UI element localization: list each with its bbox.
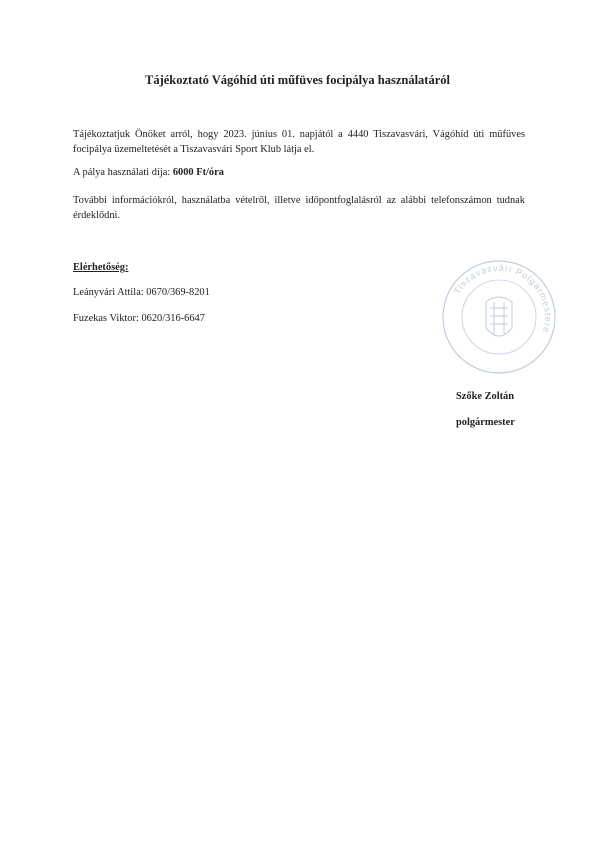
contact-heading: Elérhetőség:: [73, 262, 129, 273]
fee-label: A pálya használati díja:: [73, 167, 173, 178]
page-title: Tájékoztató Vágóhíd úti műfüves focipálya használatáról: [145, 73, 450, 87]
contact-line: Fuzekas Viktor: 0620/316-6647: [73, 313, 205, 324]
signatory-title: polgármester: [456, 417, 515, 428]
signatory-name: Szőke Zoltán: [456, 391, 515, 402]
contact-line: Leányvári Attila: 0670/369-8201: [73, 287, 210, 298]
stamp-icon: [438, 256, 560, 378]
fee-value: 6000 Ft/óra: [172, 167, 224, 178]
info-paragraph: További információkról, használatba vételről, illetve időpontfoglalásról az alábbi telefonszámon tudnak érdeklődni.: [73, 195, 525, 221]
stamp-text: Tiszavasvári Polgármestere: [451, 262, 554, 335]
fee-paragraph: [73, 165, 525, 180]
official-stamp: [438, 256, 560, 378]
intro-paragraph: Tájékoztatjuk Önöket arról, hogy 2023. június 01. napjától a 4440 Tiszavasvári, Vágóhíd úti műfüves focipálya üzemeltetését a Tiszavasvári Sport Klub látja el.: [73, 129, 525, 155]
